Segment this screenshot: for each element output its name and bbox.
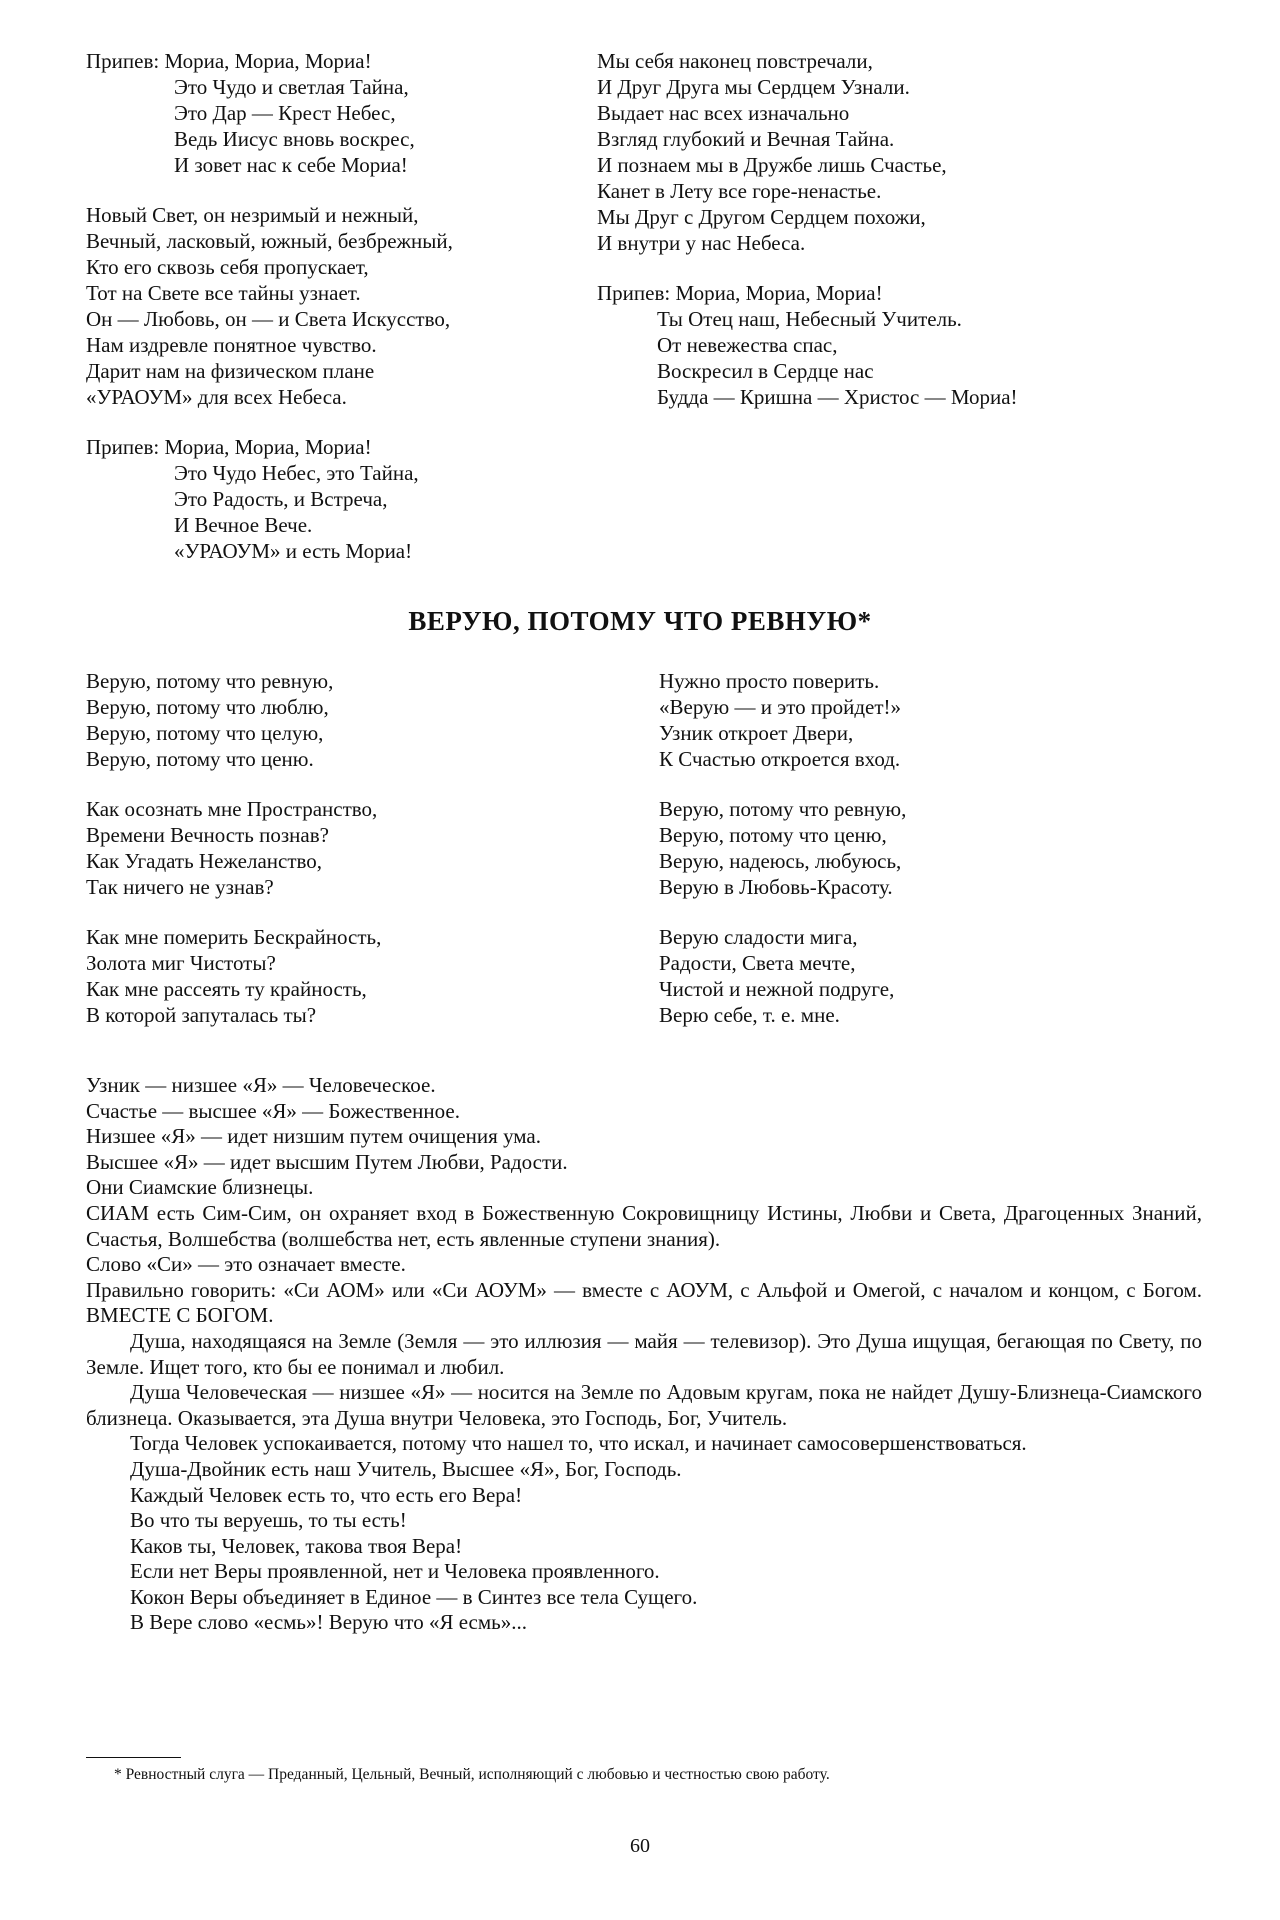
verse-line: Верую, потому что ценю. bbox=[86, 747, 314, 771]
verse-line: Чистой и нежной подруге, bbox=[659, 977, 895, 1001]
verse-line: Мы Друг с Другом Сердцем похожи, bbox=[597, 205, 926, 229]
song1-right-column bbox=[597, 48, 1018, 410]
verse-line: Верю себе, т. е. мне. bbox=[659, 1003, 840, 1027]
verse-line: Верую, потому что ценю, bbox=[659, 823, 887, 847]
verse-line: Как Угадать Нежеланство, bbox=[86, 849, 323, 873]
verse-line: Верую, надеюсь, любуюсь, bbox=[659, 849, 902, 873]
prose-line: Они Сиамские близнецы. bbox=[86, 1175, 314, 1200]
verse-line: Узник откроет Двери, bbox=[659, 721, 854, 745]
prose-paragraph: Правильно говорить: «Си АОМ» или «Си АОУМ» — вместе с АОУМ, с Альфой и Омегой, с началом и концом, с Богом. ВМЕСТЕ С БОГОМ. bbox=[86, 1277, 1202, 1328]
verse-line: Верую сладости мига, bbox=[659, 925, 858, 949]
verse-line: «Верую — и это пройдет!» bbox=[659, 695, 902, 719]
prose-section bbox=[86, 1073, 1202, 1636]
verse-line: И внутри у нас Небеса. bbox=[597, 231, 806, 255]
verse-line: Мы себя наконец повстречали, bbox=[597, 49, 873, 73]
verse-line: В которой запуталась ты? bbox=[86, 1003, 317, 1027]
stanza-gap bbox=[659, 772, 906, 796]
verse-line: Нам издревле понятное чувство. bbox=[86, 333, 377, 357]
verse-line: Времени Вечность познав? bbox=[86, 823, 329, 847]
verse-line: Это Дар — Крест Небес, bbox=[174, 101, 396, 125]
prose-paragraph: Душа Человеческая — низшее «Я» — носится на Земле по Адовым кругам, пока не найдет Душу-Близнеца-Сиамского близнеца. Оказывается, эта Душа внутри Человека, это Господь, Бог, Учитель. bbox=[86, 1380, 1202, 1430]
stanza-gap bbox=[86, 772, 381, 796]
prose-paragraph: Во что ты веруешь, то ты есть! bbox=[130, 1508, 407, 1533]
verse-line: Он — Любовь, он — и Света Искусство, bbox=[86, 307, 451, 331]
verse-line: Верую, потому что ревную, bbox=[659, 797, 907, 821]
prose-paragraph: Если нет Веры проявленной, нет и Человека проявленного. bbox=[130, 1559, 660, 1584]
verse-line: «УРАОУМ» и есть Мориа! bbox=[174, 539, 413, 563]
prose-paragraph: Каков ты, Человек, такова твоя Вера! bbox=[130, 1533, 463, 1558]
verse-line: От невежества спас, bbox=[657, 333, 838, 357]
prose-paragraph: Душа-Двойник есть наш Учитель, Высшее «Я», Бог, Господь. bbox=[130, 1456, 682, 1481]
verse-line: Воскресил в Сердце нас bbox=[657, 359, 874, 383]
verse-line: Так ничего не узнав? bbox=[86, 875, 274, 899]
verse-line: Будда — Кришна — Христос — Мориа! bbox=[657, 385, 1018, 409]
verse-line: Канет в Лету все горе-ненастье. bbox=[597, 179, 882, 203]
prose-paragraph: Каждый Человек есть то, что есть его Вера! bbox=[130, 1482, 523, 1507]
prose-paragraph: В Вере слово «есмь»! Верую что «Я есмь»... bbox=[130, 1610, 527, 1635]
verse-line: Ты Отец наш, Небесный Учитель. bbox=[657, 307, 962, 331]
verse-line: И зовет нас к себе Мориа! bbox=[174, 153, 408, 177]
song2-title: ВЕРУЮ, ПОТОМУ ЧТО РЕВНУЮ* bbox=[408, 606, 872, 636]
prose-paragraph: Кокон Веры объединяет в Единое — в Синтез все тела Сущего. bbox=[130, 1584, 698, 1609]
verse-line: Кто его сквозь себя пропускает, bbox=[86, 255, 369, 279]
verse-line: К Счастью откроется вход. bbox=[659, 747, 901, 771]
verse-line: Новый Свет, он незримый и нежный, bbox=[86, 203, 419, 227]
prose-line: Счастье — высшее «Я» — Божественное. bbox=[86, 1098, 460, 1123]
verse-line: Вечный, ласковый, южный, безбрежный, bbox=[86, 229, 453, 253]
verse-line: Верую, потому что ревную, bbox=[86, 669, 334, 693]
verse-line: Припев: Мориа, Мориа, Мориа! bbox=[86, 49, 372, 73]
song2-left-column bbox=[86, 668, 381, 1028]
prose-line: Узник — низшее «Я» — Человеческое. bbox=[86, 1073, 436, 1097]
verse-line: Взгляд глубокий и Вечная Тайна. bbox=[597, 127, 895, 151]
stanza-gap bbox=[86, 178, 453, 202]
stanza-gap bbox=[86, 410, 453, 434]
verse-line: Тот на Свете все тайны узнает. bbox=[86, 281, 361, 305]
verse-line: Как мне рассеять ту крайность, bbox=[86, 977, 367, 1001]
verse-line: Ведь Иисус вновь воскрес, bbox=[174, 127, 415, 151]
verse-line: Как осознать мне Пространство, bbox=[86, 797, 378, 821]
song1-left-column bbox=[86, 48, 453, 564]
prose-line: Низшее «Я» — идет низшим путем очищения ума. bbox=[86, 1124, 542, 1149]
verse-line: Как мне померить Бескрайность, bbox=[86, 925, 382, 949]
stanza-gap bbox=[86, 900, 381, 924]
page-number: 60 bbox=[630, 1835, 650, 1857]
prose-paragraph: СИАМ есть Сим-Сим, он охраняет вход в Божественную Сокровищницу Истины, Любви и Света, Драгоценных Знаний, Счастья, Волшебства (волшебства нет, есть явленные ступени знания). bbox=[86, 1200, 1202, 1251]
verse-line: Это Чудо Небес, это Тайна, bbox=[174, 461, 419, 485]
prose-line: Высшее «Я» — идет высшим Путем Любви, Радости. bbox=[86, 1149, 568, 1174]
prose-paragraph: Слово «Си» — это означает вместе. bbox=[86, 1252, 406, 1277]
stanza-gap bbox=[597, 256, 1018, 280]
verse-line: И познаем мы в Дружбе лишь Счастье, bbox=[597, 153, 947, 177]
verse-line: Верую в Любовь-Красоту. bbox=[659, 875, 893, 899]
verse-line: Нужно просто поверить. bbox=[659, 669, 880, 693]
verse-line: «УРАОУМ» для всех Небеса. bbox=[86, 385, 347, 409]
verse-line: Радости, Света мечте, bbox=[659, 951, 856, 975]
verse-line: Дарит нам на физическом плане bbox=[86, 359, 375, 383]
footnote: * Ревностный слуга — Преданный, Цельный, Вечный, исполняющий с любовью и честностью свою работу. bbox=[114, 1766, 830, 1783]
footnote-divider bbox=[86, 1757, 181, 1758]
verse-line: Припев: Мориа, Мориа, Мориа! bbox=[597, 281, 883, 305]
verse-line: И Друг Друга мы Сердцем Узнали. bbox=[597, 75, 910, 99]
verse-line: Это Чудо и светлая Тайна, bbox=[174, 75, 409, 99]
song2-right-column bbox=[659, 668, 906, 1028]
verse-line: Золота миг Чистоты? bbox=[86, 951, 276, 975]
verse-line: И Вечное Вече. bbox=[174, 513, 313, 537]
prose-paragraph: Душа, находящаяся на Земле (Земля — это иллюзия — майя — телевизор). Это Душа ищущая, бегающая по Свету, по Земле. Ищет того, кто бы ее понимал и любил. bbox=[86, 1328, 1202, 1379]
verse-line: Припев: Мориа, Мориа, Мориа! bbox=[86, 435, 372, 459]
verse-line: Верую, потому что люблю, bbox=[86, 695, 329, 719]
verse-line: Это Радость, и Встреча, bbox=[174, 487, 388, 511]
verse-line: Верую, потому что целую, bbox=[86, 721, 324, 745]
verse-line: Выдает нас всех изначально bbox=[597, 101, 850, 125]
prose-paragraph: Тогда Человек успокаивается, потому что нашел то, что искал, и начинает самосовершенствоваться. bbox=[130, 1431, 1027, 1456]
stanza-gap bbox=[659, 900, 906, 924]
